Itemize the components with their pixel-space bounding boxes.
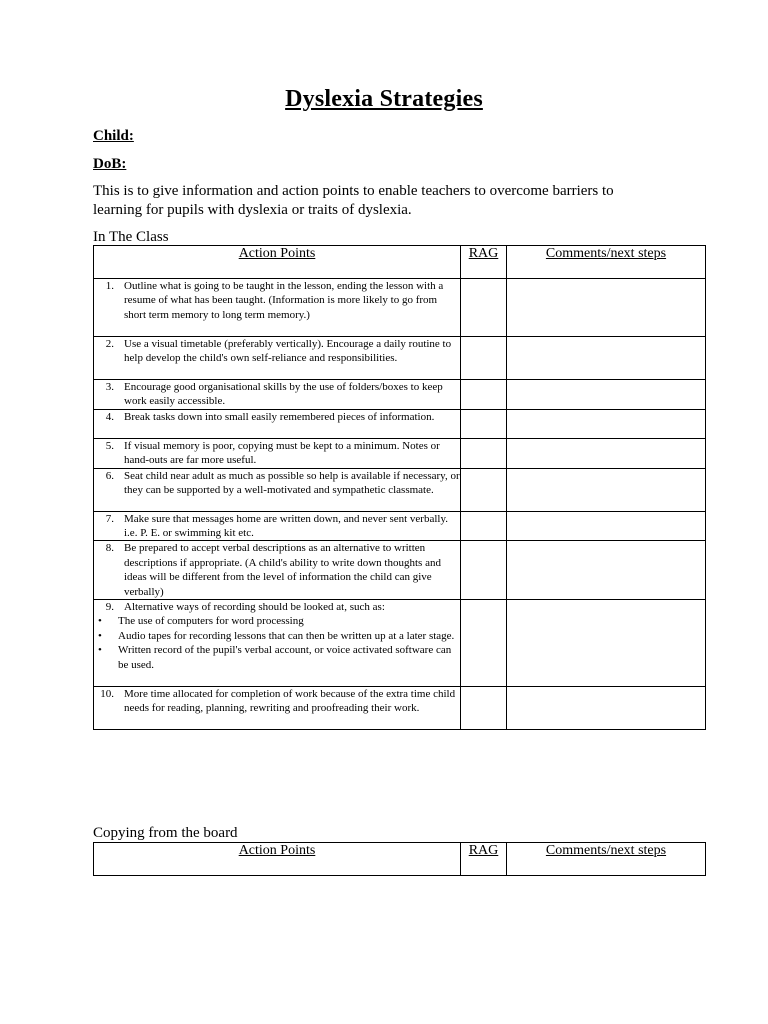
rag-cell[interactable] bbox=[461, 279, 507, 337]
page-title: Dyslexia Strategies bbox=[285, 86, 483, 112]
rag-cell[interactable] bbox=[461, 687, 507, 730]
col-header-comments: Comments/next steps bbox=[507, 246, 706, 279]
table-row: 7. Make sure that messages home are written down, and never sent verbally. i.e. P. E. or swimming kit etc. bbox=[94, 511, 461, 541]
section-heading-copying-from-the-board: Copying from the board bbox=[93, 825, 238, 841]
rag-cell[interactable] bbox=[461, 380, 507, 410]
comments-cell[interactable] bbox=[507, 409, 706, 438]
col-header-action-points: Action Points bbox=[94, 843, 461, 876]
rag-cell[interactable] bbox=[461, 438, 507, 468]
table-row: 8. Be prepared to accept verbal descriptions as an alternative to written descriptions if appropriate. (A child's ability to write down thoughts and ideas will be different from the level of information the child can give verbally) bbox=[94, 541, 461, 600]
table-row: 4. Break tasks down into small easily remembered pieces of information. bbox=[94, 409, 461, 438]
col-header-action-points: Action Points bbox=[94, 246, 461, 279]
rag-cell[interactable] bbox=[461, 468, 507, 511]
col-header-rag: RAG bbox=[461, 246, 507, 279]
rag-cell[interactable] bbox=[461, 511, 507, 541]
rag-cell[interactable] bbox=[461, 541, 507, 600]
comments-cell[interactable] bbox=[507, 687, 706, 730]
rag-cell[interactable] bbox=[461, 337, 507, 380]
bullet-icon: • bbox=[98, 644, 102, 657]
in-the-class-table bbox=[93, 245, 706, 730]
bullet-icon: • bbox=[98, 629, 102, 642]
comments-cell[interactable] bbox=[507, 380, 706, 410]
list-item: Audio tapes for recording lessons that can then be written up at a later stage. bbox=[118, 629, 455, 642]
bullet-icon: • bbox=[98, 615, 102, 628]
comments-cell[interactable] bbox=[507, 279, 706, 337]
dob-label: DoB: bbox=[93, 156, 127, 172]
comments-cell[interactable] bbox=[507, 600, 706, 687]
rag-cell[interactable] bbox=[461, 409, 507, 438]
table-row: 5. If visual memory is poor, copying must be kept to a minimum. Notes or hand-outs are far more useful. bbox=[94, 438, 461, 468]
table-row: 6. Seat child near adult as much as possible so help is available if necessary, or they can be supported by a well-motivated and sympathetic classmate. bbox=[94, 468, 461, 511]
child-label: Child: bbox=[93, 128, 134, 144]
list-item: Written record of the pupil's verbal account, or voice activated software can be used. bbox=[118, 644, 452, 671]
comments-cell[interactable] bbox=[507, 337, 706, 380]
rag-cell[interactable] bbox=[461, 600, 507, 687]
comments-cell[interactable] bbox=[507, 541, 706, 600]
comments-cell[interactable] bbox=[507, 511, 706, 541]
section-heading-in-the-class: In The Class bbox=[93, 229, 169, 245]
table-row: 9. Alternative ways of recording should be looked at, such as: • The use of computers for word processing • Audio tapes for recording lessons that can then be written up at a later stage. • Written record of the pupil's verbal account, or voice activated software can be used. bbox=[94, 600, 461, 687]
comments-cell[interactable] bbox=[507, 468, 706, 511]
comments-cell[interactable] bbox=[507, 438, 706, 468]
table-row: 10. More time allocated for completion of work because of the extra time child needs for reading, planning, rewriting and proofreading their work. bbox=[94, 687, 461, 730]
table-row: 2. Use a visual timetable (preferably vertically). Encourage a daily routine to help develop the child's own self-reliance and responsibilities. bbox=[94, 337, 461, 380]
list-item: The use of computers for word processing bbox=[118, 615, 304, 628]
copying-from-board-table bbox=[93, 842, 706, 876]
table-row: 3. Encourage good organisational skills by the use of folders/boxes to keep work easily accessible. bbox=[94, 380, 461, 410]
intro-paragraph: This is to give information and action points to enable teachers to overcome barriers to learning for pupils with dyslexia or traits of dyslexia. bbox=[93, 183, 614, 218]
col-header-comments: Comments/next steps bbox=[507, 843, 706, 876]
col-header-rag: RAG bbox=[461, 843, 507, 876]
table-row: 1. Outline what is going to be taught in the lesson, ending the lesson with a resume of what has been taught. (Information is more likely to go from short term memory to long term memory.) bbox=[94, 279, 461, 337]
